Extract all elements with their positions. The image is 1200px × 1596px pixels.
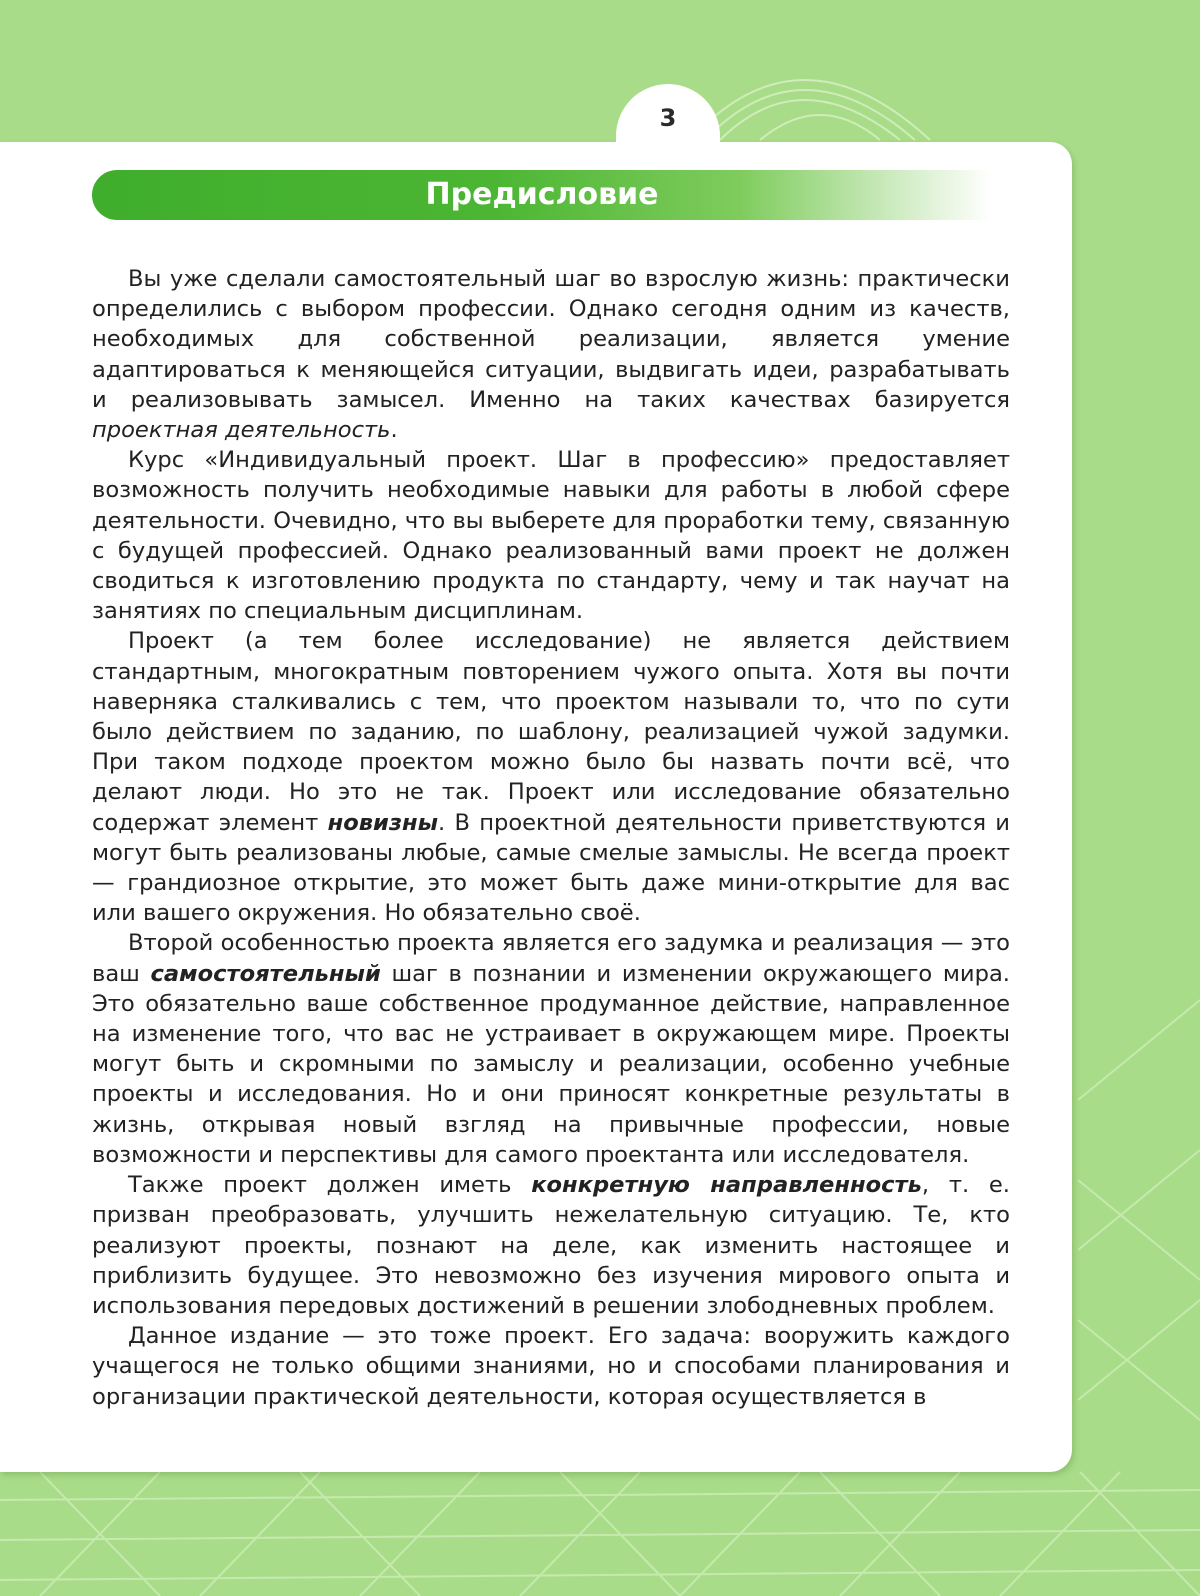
text-run: , т. е. призван преобразовать, улучшить нежелательную ситуацию. Те, кто реализуют проекты, познают на деле, как изменить настоящее и приблизить будущее. Это невозможно без изучения мирового опыта и использования передовых достижений в решении злободневных проблем.	[92, 1172, 1010, 1319]
bold-italic-term: конкретную направленность	[531, 1172, 922, 1199]
paragraph	[92, 928, 1010, 1170]
paragraph	[92, 626, 1010, 928]
text-run: Второй особенностью проекта является его задумка и реализация — это ваш	[92, 930, 1010, 987]
text-run: Данное издание — это тоже проект. Его задача: вооружить каждого учащегося не только общими знаниями, но и способами планирования и организации практической деятельности, которая осуществляется в	[92, 1323, 1010, 1410]
bold-italic-term: новизны	[327, 809, 439, 836]
text-run: Курс «Индивидуальный проект. Шаг в профессию» предоставляет возможность получить необходимые навыки для работы в любой сфере деятельности. Очевидно, что вы выберете для проработки тему, связанную с будущей профессией. Однако реализованный вами проект не должен сводиться к изготовлению продукта по стандарту, чему и так научат на занятиях по специальным дисциплинам.	[92, 447, 1010, 625]
text-run: Также проект должен иметь	[128, 1172, 532, 1199]
body-text	[92, 264, 1010, 1412]
italic-term: проектная деятельность	[92, 417, 391, 444]
text-run: .	[390, 417, 398, 444]
paragraph	[92, 1170, 1010, 1321]
page-number: 3	[659, 104, 677, 132]
text-run: Вы уже сделали самостоятельный шаг во взрослую жизнь: практически определились с выбором профессии. Однако сегодня одним из качеств, необходимых для собственной реализации, является умение адаптироваться к меняющейся ситуации, выдвигать идеи, разрабатывать и реализовывать замысел. Именно на таких качествах базируется	[92, 266, 1010, 413]
paragraph	[92, 1321, 1010, 1412]
bold-italic-term: самостоятельный	[150, 960, 381, 987]
paragraph	[92, 445, 1010, 626]
text-run: шаг в познании и изменении окружающего мира. Это обязательно ваше собственное продуманное действие, направленное на изменение того, что вас не устраивает в окружающем мире. Проекты могут быть и скромными по замыслу и реализации, особенно учебные проекты и исследования. Но и они приносят конкретные результаты в жизнь, открывая новый взгляд на привычные профессии, новые возможности и перспективы для самого проектанта или исследователя.	[92, 960, 1010, 1168]
paragraph	[92, 264, 1010, 445]
text-run: Проект (а тем более исследование) не является действием стандартным, многократным повторением чужого опыта. Хотя вы почти наверняка сталкивались с тем, что проектом называли то, что по сути было действием по заданию, по шаблону, реализацией чужой задумки. При таком подходе проектом можно было бы назвать почти всё, что делают люди. Но это не так. Проект или исследование обязательно содержат элемент	[92, 628, 1010, 836]
section-title: Предисловие	[425, 177, 659, 212]
text-run: . В проектной деятельности приветствуются и могут быть реализованы любые, самые смелые замыслы. Не всегда проект — грандиозное открытие, это может быть даже мини-открытие для вас или вашего окружения. Но обязательно своё.	[92, 809, 1010, 927]
